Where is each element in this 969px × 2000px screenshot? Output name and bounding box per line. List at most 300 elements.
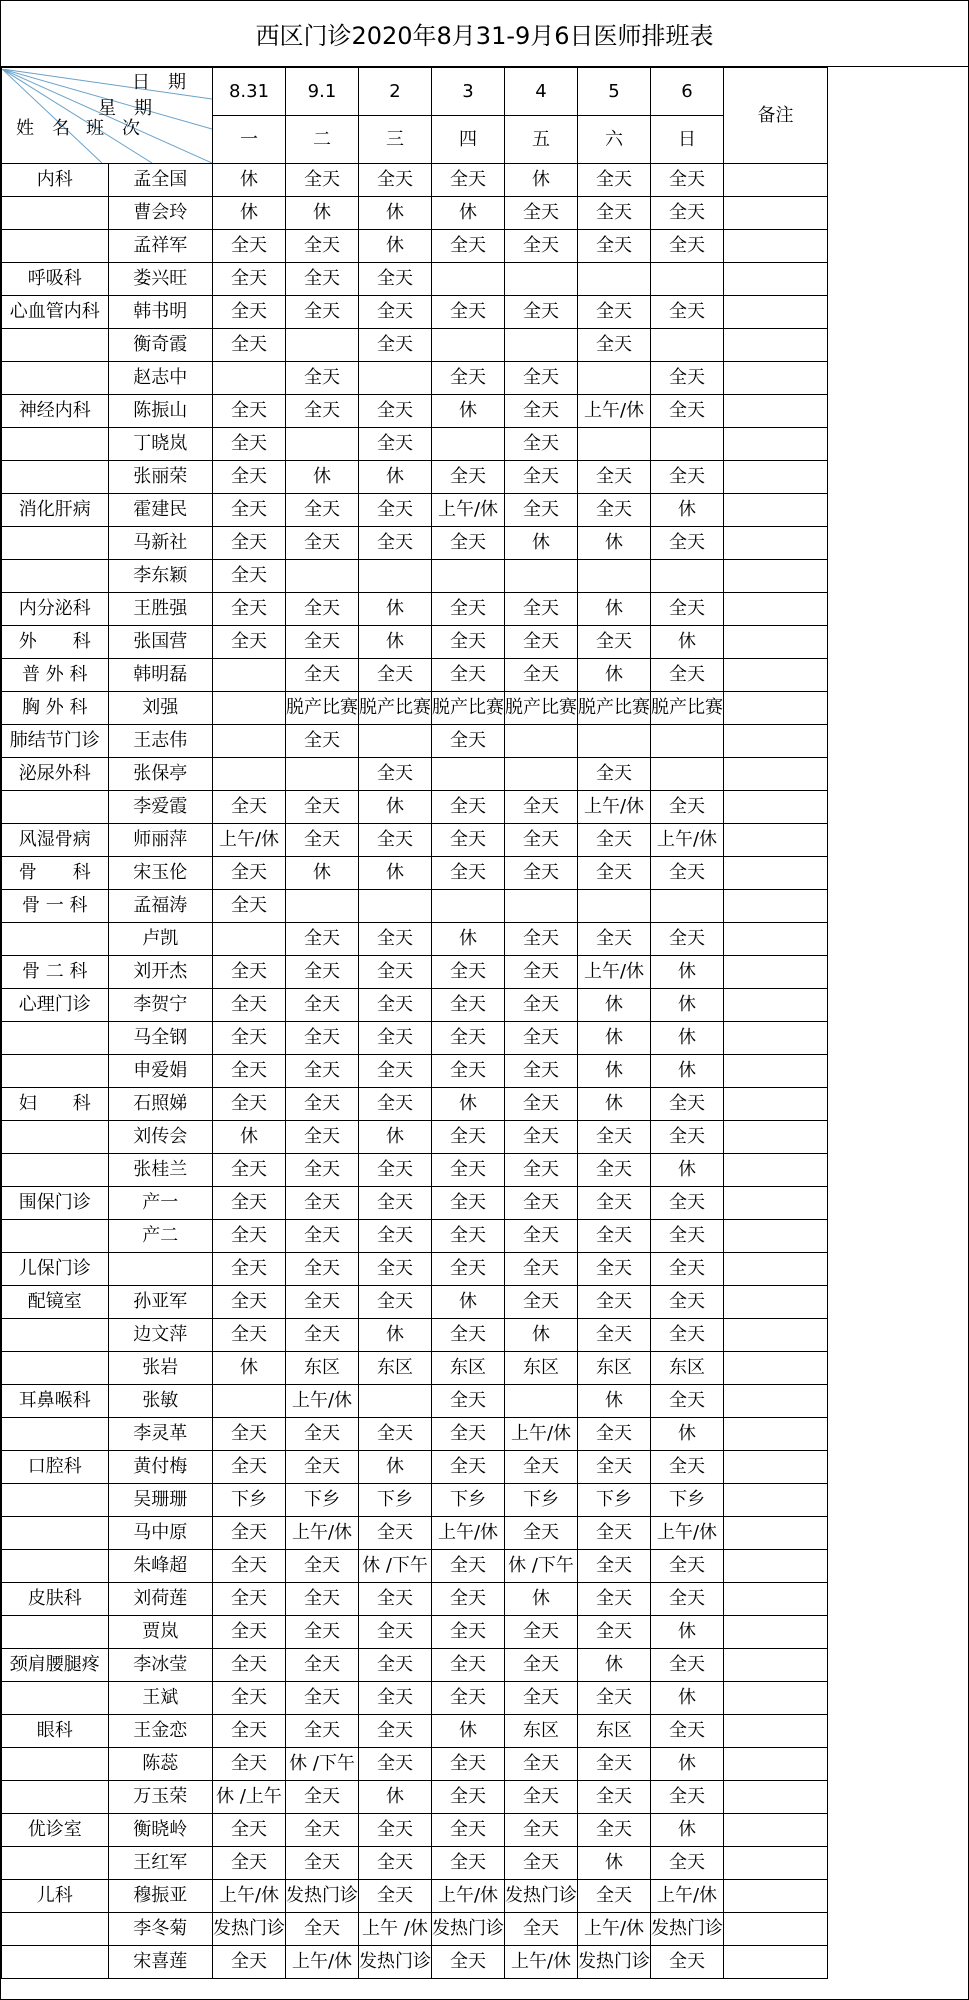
remarks-cell: [724, 1319, 828, 1352]
table-row: [2, 428, 828, 461]
department-cell: [2, 230, 109, 263]
remarks-cell: [724, 461, 828, 494]
doctor-name-cell: 孟福涛: [108, 890, 213, 923]
doctor-name-cell: 王金恋: [108, 1715, 213, 1748]
department-cell: [2, 362, 109, 395]
doctor-name-cell: 王胜强: [108, 593, 213, 626]
shift-cell: 全天: [359, 956, 432, 989]
department-cell: [2, 1517, 109, 1550]
shift-cell: [213, 1385, 286, 1418]
table-row: [2, 296, 828, 329]
department-cell: [2, 1913, 109, 1946]
doctor-name-cell: 张桂兰: [108, 1154, 213, 1187]
table-row: [2, 890, 828, 923]
remarks-cell: [724, 1055, 828, 1088]
shift-cell: 全天: [286, 923, 359, 956]
shift-cell: 全天: [578, 1682, 651, 1715]
shift-cell: 全天: [578, 1814, 651, 1847]
shift-cell: 全天: [286, 593, 359, 626]
shift-cell: [213, 758, 286, 791]
shift-cell: 全天: [213, 263, 286, 296]
shift-cell: 全天: [578, 1187, 651, 1220]
shift-cell: 休: [359, 857, 432, 890]
remarks-cell: [724, 824, 828, 857]
shift-cell: 全天: [359, 1748, 432, 1781]
shift-cell: 全天: [578, 494, 651, 527]
remarks-cell: [724, 725, 828, 758]
shift-cell: 全天: [505, 1187, 578, 1220]
shift-cell: 东区: [578, 1352, 651, 1385]
shift-cell: 全天: [213, 296, 286, 329]
department-cell: [2, 329, 109, 362]
doctor-name-cell: 马新社: [108, 527, 213, 560]
shift-cell: 全天: [213, 1451, 286, 1484]
department-cell: [2, 923, 109, 956]
shift-cell: 全天: [432, 362, 505, 395]
shift-cell: 全天: [213, 1550, 286, 1583]
department-cell: [2, 527, 109, 560]
shift-cell: [213, 923, 286, 956]
shift-cell: [432, 263, 505, 296]
doctor-name-cell: 王斌: [108, 1682, 213, 1715]
shift-cell: 全天: [505, 1847, 578, 1880]
shift-cell: 休: [359, 1121, 432, 1154]
shift-cell: 东区: [432, 1352, 505, 1385]
shift-cell: 全天: [505, 395, 578, 428]
shift-cell: 全天: [651, 164, 724, 197]
shift-cell: 全天: [578, 824, 651, 857]
table-row: [2, 659, 828, 692]
date-cell: 4: [505, 68, 578, 116]
shift-cell: 全天: [432, 857, 505, 890]
shift-cell: 休: [651, 626, 724, 659]
doctor-name-cell: 产一: [108, 1187, 213, 1220]
shift-cell: 全天: [505, 1121, 578, 1154]
table-row: [2, 1616, 828, 1649]
doctor-name-cell: 申爱娟: [108, 1055, 213, 1088]
department-cell: 妇 科: [2, 1088, 109, 1121]
shift-cell: 全天: [286, 395, 359, 428]
doctor-name-cell: 李灵革: [108, 1418, 213, 1451]
shift-cell: 全天: [359, 1847, 432, 1880]
table-row: [2, 1748, 828, 1781]
department-cell: 消化肝病: [2, 494, 109, 527]
doctor-name-cell: 张国营: [108, 626, 213, 659]
shift-cell: 全天: [651, 923, 724, 956]
department-cell: [2, 1418, 109, 1451]
doctor-name-cell: 穆振亚: [108, 1880, 213, 1913]
department-cell: 内分泌科: [2, 593, 109, 626]
shift-cell: 上午/休: [651, 1517, 724, 1550]
remarks-cell: [724, 1484, 828, 1517]
remarks-cell: [724, 1286, 828, 1319]
shift-cell: 全天: [359, 989, 432, 1022]
shift-cell: 全天: [286, 956, 359, 989]
shift-cell: [286, 428, 359, 461]
shift-cell: 全天: [286, 1187, 359, 1220]
shift-cell: 全天: [651, 395, 724, 428]
table-row: [2, 1583, 828, 1616]
shift-cell: 全天: [578, 461, 651, 494]
shift-cell: 全天: [432, 593, 505, 626]
remarks-cell: [724, 659, 828, 692]
shift-cell: [432, 428, 505, 461]
shift-cell: 全天: [505, 1022, 578, 1055]
shift-cell: 全天: [651, 1253, 724, 1286]
shift-cell: 东区: [359, 1352, 432, 1385]
department-cell: [2, 1319, 109, 1352]
shift-cell: 全天: [213, 494, 286, 527]
shift-cell: 下乡: [286, 1484, 359, 1517]
shift-cell: [505, 725, 578, 758]
shift-cell: 下乡: [505, 1484, 578, 1517]
doctor-name-cell: 刘传会: [108, 1121, 213, 1154]
table-row: [2, 1550, 828, 1583]
shift-cell: 全天: [432, 1154, 505, 1187]
shift-cell: 全天: [578, 1253, 651, 1286]
shift-cell: 全天: [213, 1418, 286, 1451]
weekday-cell: 日: [651, 116, 724, 164]
shift-cell: 全天: [432, 989, 505, 1022]
shift-cell: 全天: [432, 626, 505, 659]
shift-cell: 全天: [359, 1418, 432, 1451]
department-cell: 心理门诊: [2, 989, 109, 1022]
shift-cell: 全天: [359, 1880, 432, 1913]
shift-cell: 上午/休: [578, 791, 651, 824]
department-cell: [2, 1352, 109, 1385]
shift-cell: 全天: [578, 1517, 651, 1550]
shift-cell: [213, 362, 286, 395]
shift-cell: 全天: [432, 164, 505, 197]
shift-cell: 全天: [286, 989, 359, 1022]
shift-cell: 全天: [578, 1121, 651, 1154]
remarks-cell: [724, 1418, 828, 1451]
shift-cell: 休: [213, 164, 286, 197]
shift-cell: 下乡: [359, 1484, 432, 1517]
date-cell: 6: [651, 68, 724, 116]
shift-cell: 全天: [213, 527, 286, 560]
remarks-cell: [724, 527, 828, 560]
department-cell: 普 外 科: [2, 659, 109, 692]
shift-cell: 全天: [286, 1253, 359, 1286]
shift-cell: 全天: [432, 461, 505, 494]
remarks-cell: [724, 1781, 828, 1814]
shift-cell: 休: [578, 1847, 651, 1880]
shift-cell: 全天: [505, 1055, 578, 1088]
shift-cell: 全天: [578, 1154, 651, 1187]
shift-cell: 全天: [286, 164, 359, 197]
shift-cell: 全天: [359, 527, 432, 560]
shift-cell: 全天: [359, 824, 432, 857]
shift-cell: 全天: [359, 1088, 432, 1121]
remarks-cell: [724, 1088, 828, 1121]
shift-cell: 全天: [359, 1649, 432, 1682]
shift-cell: 全天: [359, 428, 432, 461]
shift-cell: 休: [651, 494, 724, 527]
shift-cell: 全天: [286, 1319, 359, 1352]
shift-cell: [359, 560, 432, 593]
shift-cell: 全天: [578, 1583, 651, 1616]
table-row: [2, 395, 828, 428]
department-cell: 围保门诊: [2, 1187, 109, 1220]
shift-cell: 全天: [505, 989, 578, 1022]
shift-cell: 上午/休: [432, 1880, 505, 1913]
shift-cell: 全天: [505, 1253, 578, 1286]
shift-cell: [359, 1385, 432, 1418]
shift-cell: 全天: [578, 1451, 651, 1484]
shift-cell: 全天: [286, 1121, 359, 1154]
shift-cell: 全天: [505, 956, 578, 989]
department-cell: 颈肩腰腿疼: [2, 1649, 109, 1682]
shift-cell: 全天: [213, 428, 286, 461]
doctor-name-cell: 产二: [108, 1220, 213, 1253]
shift-cell: 全天: [359, 923, 432, 956]
shift-cell: 全天: [505, 923, 578, 956]
shift-cell: 休: [578, 989, 651, 1022]
shift-cell: 全天: [359, 659, 432, 692]
shift-cell: 全天: [578, 1220, 651, 1253]
shift-cell: [432, 890, 505, 923]
shift-cell: 全天: [578, 1880, 651, 1913]
remarks-cell: [724, 989, 828, 1022]
remarks-cell: [724, 1154, 828, 1187]
shift-cell: 上午/休: [578, 1913, 651, 1946]
shift-cell: 上午/休: [578, 956, 651, 989]
schedule-table: [1, 67, 828, 1979]
table-row: [2, 527, 828, 560]
table-row: [2, 1022, 828, 1055]
department-cell: 骨 科: [2, 857, 109, 890]
doctor-name-cell: 马全钢: [108, 1022, 213, 1055]
weekday-cell: 一: [213, 116, 286, 164]
shift-cell: 全天: [578, 923, 651, 956]
shift-cell: 全天: [286, 1286, 359, 1319]
shift-cell: [578, 725, 651, 758]
doctor-name-cell: 李冰莹: [108, 1649, 213, 1682]
department-cell: [2, 1682, 109, 1715]
shift-cell: 全天: [286, 1550, 359, 1583]
table-row: [2, 1649, 828, 1682]
shift-cell: [578, 428, 651, 461]
doctor-name-cell: 韩明磊: [108, 659, 213, 692]
shift-cell: 休: [505, 164, 578, 197]
shift-cell: 全天: [505, 230, 578, 263]
shift-cell: 全天: [213, 1187, 286, 1220]
remarks-cell: [724, 1847, 828, 1880]
shift-cell: 休 /上午: [213, 1781, 286, 1814]
shift-cell: 全天: [651, 857, 724, 890]
shift-cell: [578, 362, 651, 395]
corner-week-label: 星 期: [98, 97, 152, 119]
shift-cell: 全天: [505, 296, 578, 329]
shift-cell: 全天: [578, 164, 651, 197]
date-cell: 9.1: [286, 68, 359, 116]
shift-cell: 休: [505, 1319, 578, 1352]
department-cell: 口腔科: [2, 1451, 109, 1484]
shift-cell: 下乡: [213, 1484, 286, 1517]
remarks-cell: [724, 494, 828, 527]
shift-cell: 全天: [505, 1088, 578, 1121]
shift-cell: 全天: [359, 1682, 432, 1715]
shift-cell: 休: [432, 1088, 505, 1121]
shift-cell: 休: [359, 791, 432, 824]
shift-cell: 休: [651, 956, 724, 989]
shift-cell: 全天: [505, 494, 578, 527]
department-cell: [2, 1847, 109, 1880]
doctor-name-cell: 张丽荣: [108, 461, 213, 494]
shift-cell: 全天: [578, 626, 651, 659]
table-row: [2, 1055, 828, 1088]
date-cell: 3: [432, 68, 505, 116]
shift-cell: 全天: [213, 1220, 286, 1253]
shift-cell: [651, 329, 724, 362]
shift-cell: 东区: [505, 1352, 578, 1385]
weekday-cell: 六: [578, 116, 651, 164]
remarks-cell: [724, 1715, 828, 1748]
table-row: [2, 1484, 828, 1517]
remarks-cell: [724, 1187, 828, 1220]
remarks-cell: [724, 1946, 828, 1979]
table-row: [2, 1154, 828, 1187]
shift-cell: 全天: [213, 1286, 286, 1319]
shift-cell: 全天: [359, 164, 432, 197]
shift-cell: 全天: [432, 1682, 505, 1715]
department-cell: 骨 一 科: [2, 890, 109, 923]
table-row: [2, 857, 828, 890]
shift-cell: 全天: [505, 857, 578, 890]
shift-cell: [213, 725, 286, 758]
shift-cell: 全天: [578, 1616, 651, 1649]
doctor-name-cell: 陈蕊: [108, 1748, 213, 1781]
shift-cell: 全天: [286, 362, 359, 395]
shift-cell: 脱产比赛: [359, 692, 432, 725]
shift-cell: 全天: [432, 1847, 505, 1880]
shift-cell: 全天: [286, 1847, 359, 1880]
shift-cell: 休: [213, 1121, 286, 1154]
shift-cell: 休: [505, 527, 578, 560]
shift-cell: 全天: [578, 197, 651, 230]
shift-cell: 全天: [213, 1253, 286, 1286]
shift-cell: 发热门诊: [505, 1880, 578, 1913]
shift-cell: 全天: [213, 1583, 286, 1616]
shift-cell: 全天: [505, 1781, 578, 1814]
remarks-cell: [724, 1814, 828, 1847]
shift-cell: 全天: [651, 791, 724, 824]
table-row: [2, 692, 828, 725]
shift-cell: 全天: [286, 1913, 359, 1946]
shift-cell: 全天: [286, 527, 359, 560]
shift-cell: 休: [432, 395, 505, 428]
remarks-cell: [724, 1253, 828, 1286]
doctor-name-cell: 张敏: [108, 1385, 213, 1418]
remarks-cell: [724, 1616, 828, 1649]
doctor-name-cell: 张岩: [108, 1352, 213, 1385]
remarks-cell: [724, 1913, 828, 1946]
department-cell: 呼吸科: [2, 263, 109, 296]
remarks-cell: [724, 1451, 828, 1484]
shift-cell: 休: [651, 1022, 724, 1055]
shift-cell: 全天: [213, 791, 286, 824]
shift-cell: 全天: [359, 1286, 432, 1319]
shift-cell: 全天: [505, 1649, 578, 1682]
shift-cell: 上午/休: [286, 1385, 359, 1418]
date-cell: 8.31: [213, 68, 286, 116]
shift-cell: 全天: [213, 1715, 286, 1748]
table-row: [2, 1385, 828, 1418]
shift-cell: 休: [213, 197, 286, 230]
shift-cell: 全天: [651, 1220, 724, 1253]
shift-cell: 全天: [286, 494, 359, 527]
remarks-cell: [724, 560, 828, 593]
shift-cell: 全天: [213, 1616, 286, 1649]
shift-cell: 全天: [578, 230, 651, 263]
shift-cell: 全天: [505, 1286, 578, 1319]
remarks-cell: [724, 1583, 828, 1616]
doctor-name-cell: 衡奇霞: [108, 329, 213, 362]
shift-cell: 全天: [286, 1583, 359, 1616]
shift-cell: [578, 890, 651, 923]
doctor-name-cell: 王志伟: [108, 725, 213, 758]
shift-cell: 东区: [286, 1352, 359, 1385]
remarks-cell: [724, 692, 828, 725]
doctor-name-cell: 刘荷莲: [108, 1583, 213, 1616]
table-row: [2, 329, 828, 362]
shift-cell: 全天: [651, 1286, 724, 1319]
header-row-dates: [2, 68, 828, 116]
shift-cell: [359, 890, 432, 923]
weekday-cell: 二: [286, 116, 359, 164]
shift-cell: 全天: [578, 296, 651, 329]
shift-cell: 全天: [359, 1187, 432, 1220]
shift-cell: 全天: [213, 1814, 286, 1847]
shift-cell: 全天: [578, 1550, 651, 1583]
shift-cell: 休: [359, 626, 432, 659]
shift-cell: 上午/休: [213, 824, 286, 857]
shift-cell: [286, 758, 359, 791]
shift-cell: 全天: [286, 1022, 359, 1055]
shift-cell: 休: [578, 1649, 651, 1682]
shift-cell: 全天: [213, 857, 286, 890]
shift-cell: [505, 329, 578, 362]
shift-cell: 全天: [432, 1616, 505, 1649]
department-cell: 皮肤科: [2, 1583, 109, 1616]
doctor-name-cell: 宋玉伦: [108, 857, 213, 890]
doctor-name-cell: [108, 1253, 213, 1286]
department-cell: 配镜室: [2, 1286, 109, 1319]
shift-cell: [286, 560, 359, 593]
doctor-name-cell: 霍建民: [108, 494, 213, 527]
shift-cell: 上午/休: [651, 824, 724, 857]
shift-cell: 全天: [432, 1748, 505, 1781]
shift-cell: 休: [359, 1451, 432, 1484]
shift-cell: [432, 560, 505, 593]
shift-cell: 休: [651, 1616, 724, 1649]
shift-cell: [359, 725, 432, 758]
department-cell: 泌尿外科: [2, 758, 109, 791]
shift-cell: 上午/休: [286, 1946, 359, 1979]
shift-cell: 全天: [651, 593, 724, 626]
shift-cell: 全天: [432, 956, 505, 989]
shift-cell: 全天: [286, 626, 359, 659]
shift-cell: [651, 263, 724, 296]
department-cell: [2, 1550, 109, 1583]
shift-cell: 休: [286, 461, 359, 494]
shift-cell: 休 /下午: [286, 1748, 359, 1781]
shift-cell: 全天: [359, 1517, 432, 1550]
table-row: [2, 1352, 828, 1385]
shift-cell: 全天: [505, 197, 578, 230]
shift-cell: 全天: [432, 1814, 505, 1847]
